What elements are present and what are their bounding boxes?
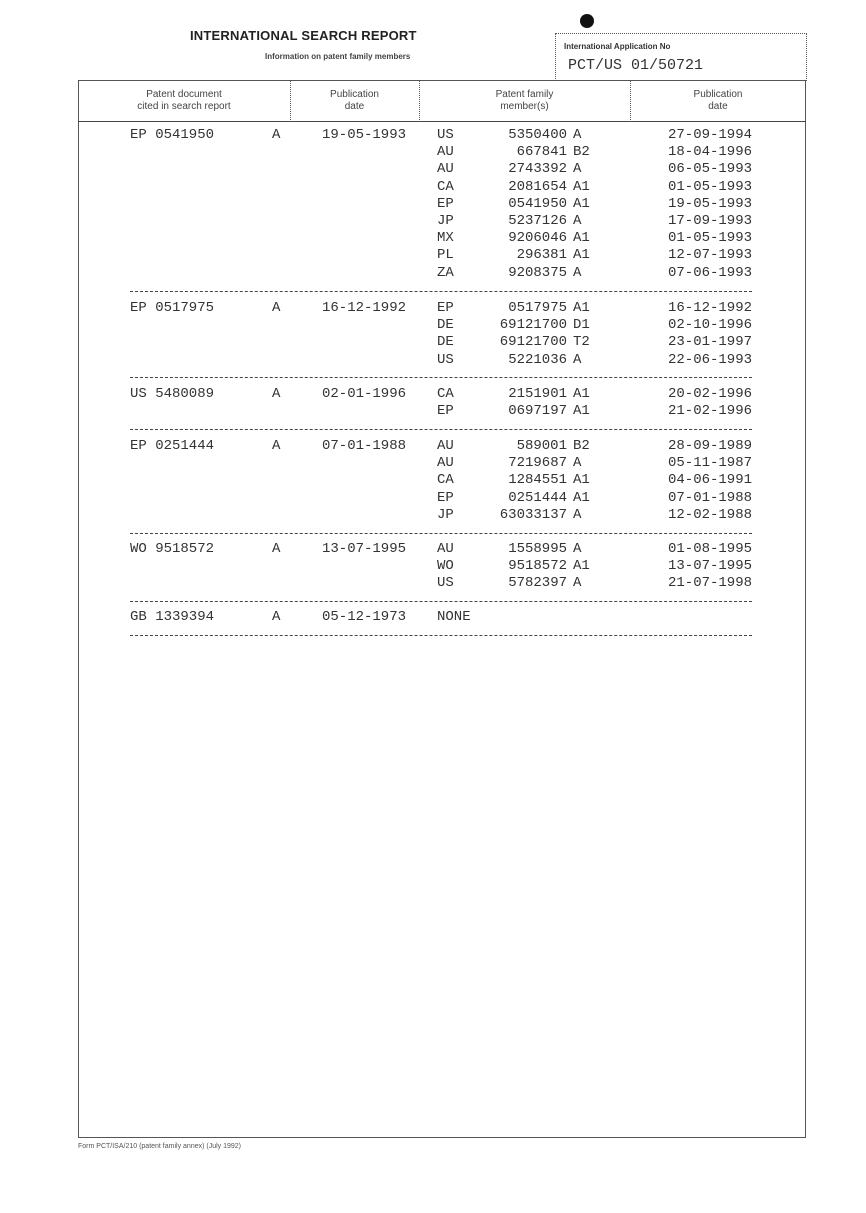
family-publication-date: 07-06-1993 bbox=[668, 265, 752, 282]
family-country: JP bbox=[437, 507, 454, 524]
family-country: EP bbox=[437, 300, 454, 317]
family-kind: A bbox=[573, 541, 581, 558]
family-kind: A1 bbox=[573, 403, 590, 420]
family-kind: B2 bbox=[573, 438, 590, 455]
family-publication-date: 13-07-1995 bbox=[668, 558, 752, 575]
family-kind: A1 bbox=[573, 300, 590, 317]
cited-publication-date: 07-01-1988 bbox=[322, 438, 406, 455]
patent-group bbox=[130, 300, 752, 369]
family-country: ZA bbox=[437, 265, 454, 282]
family-kind: A bbox=[573, 213, 581, 230]
family-publication-date: 05-11-1987 bbox=[668, 455, 752, 472]
family-publication-date: 01-08-1995 bbox=[668, 541, 752, 558]
family-number: 2151901 bbox=[508, 386, 567, 403]
family-country: CA bbox=[437, 386, 454, 403]
cited-document: WO 9518572 bbox=[130, 541, 214, 558]
family-number: 589001 bbox=[517, 438, 567, 455]
cited-kind: A bbox=[272, 386, 280, 403]
family-publication-date: 22-06-1993 bbox=[668, 352, 752, 369]
family-country: AU bbox=[437, 541, 454, 558]
col-header-line: Patent family bbox=[496, 89, 554, 100]
family-number: 1558995 bbox=[508, 541, 567, 558]
table-header bbox=[78, 80, 806, 122]
col-header-line: Publication bbox=[694, 89, 743, 100]
patent-group bbox=[130, 127, 752, 282]
family-country: US bbox=[437, 575, 454, 592]
col-header-publication-date bbox=[290, 80, 419, 122]
table-row bbox=[130, 161, 752, 178]
cited-kind: A bbox=[272, 127, 280, 144]
family-number: 9206046 bbox=[508, 230, 567, 247]
col-header-family-members bbox=[419, 80, 630, 122]
family-country: US bbox=[437, 352, 454, 369]
family-number: 296381 bbox=[517, 247, 567, 264]
family-kind: A bbox=[573, 127, 581, 144]
family-country: AU bbox=[437, 455, 454, 472]
application-label: International Application No bbox=[564, 42, 670, 51]
family-country: EP bbox=[437, 490, 454, 507]
family-publication-date: 21-07-1998 bbox=[668, 575, 752, 592]
family-publication-date: 27-09-1994 bbox=[668, 127, 752, 144]
table-row bbox=[130, 541, 752, 558]
family-number: 69121700 bbox=[500, 317, 567, 334]
table-row bbox=[130, 179, 752, 196]
cited-publication-date: 05-12-1973 bbox=[322, 609, 406, 626]
family-number: 2743392 bbox=[508, 161, 567, 178]
table-row bbox=[130, 265, 752, 282]
table-row bbox=[130, 558, 752, 575]
col-header-line: date bbox=[708, 101, 727, 112]
table-row bbox=[130, 127, 752, 144]
family-publication-date: 12-07-1993 bbox=[668, 247, 752, 264]
table-row bbox=[130, 386, 752, 403]
application-number: PCT/US 01/50721 bbox=[568, 57, 703, 74]
family-number: 0517975 bbox=[508, 300, 567, 317]
family-number: 2081654 bbox=[508, 179, 567, 196]
family-number: 5237126 bbox=[508, 213, 567, 230]
table-row bbox=[130, 352, 752, 369]
col-header-family-publication-date bbox=[630, 80, 806, 122]
report-title: INTERNATIONAL SEARCH REPORT bbox=[190, 28, 417, 43]
cited-publication-date: 16-12-1992 bbox=[322, 300, 406, 317]
patent-group bbox=[130, 386, 752, 420]
family-country: AU bbox=[437, 161, 454, 178]
patent-group bbox=[130, 609, 752, 626]
family-publication-date: 20-02-1996 bbox=[668, 386, 752, 403]
family-country: EP bbox=[437, 196, 454, 213]
group-divider bbox=[130, 429, 752, 430]
family-publication-date: 16-12-1992 bbox=[668, 300, 752, 317]
table-row bbox=[130, 213, 752, 230]
col-header-line: member(s) bbox=[500, 101, 548, 112]
group-divider bbox=[130, 533, 752, 534]
family-number: 69121700 bbox=[500, 334, 567, 351]
table-row bbox=[130, 334, 752, 351]
cited-document: GB 1339394 bbox=[130, 609, 214, 626]
family-publication-date: 28-09-1989 bbox=[668, 438, 752, 455]
family-country: CA bbox=[437, 472, 454, 489]
cited-publication-date: 19-05-1993 bbox=[322, 127, 406, 144]
table-row bbox=[130, 403, 752, 420]
family-country: WO bbox=[437, 558, 454, 575]
family-kind: B2 bbox=[573, 144, 590, 161]
cited-document: EP 0251444 bbox=[130, 438, 214, 455]
cited-document: EP 0517975 bbox=[130, 300, 214, 317]
cited-kind: A bbox=[272, 609, 280, 626]
table-row bbox=[130, 490, 752, 507]
family-publication-date: 01-05-1993 bbox=[668, 179, 752, 196]
family-number: 9518572 bbox=[508, 558, 567, 575]
family-publication-date: 04-06-1991 bbox=[668, 472, 752, 489]
family-number: 9208375 bbox=[508, 265, 567, 282]
application-number-box bbox=[555, 33, 807, 81]
form-footer: Form PCT/ISA/210 (patent family annex) (July 1992) bbox=[78, 1143, 241, 1150]
family-country: MX bbox=[437, 230, 454, 247]
family-number: 5782397 bbox=[508, 575, 567, 592]
family-kind: A1 bbox=[573, 472, 590, 489]
table-row bbox=[130, 455, 752, 472]
family-number: 7219687 bbox=[508, 455, 567, 472]
family-kind: A bbox=[573, 455, 581, 472]
family-kind: A1 bbox=[573, 196, 590, 213]
table-row bbox=[130, 196, 752, 213]
col-header-line: cited in search report bbox=[137, 101, 230, 112]
family-kind: D1 bbox=[573, 317, 590, 334]
col-header-patent-document bbox=[78, 80, 290, 122]
family-publication-date: 02-10-1996 bbox=[668, 317, 752, 334]
family-number: 0251444 bbox=[508, 490, 567, 507]
family-publication-date: 21-02-1996 bbox=[668, 403, 752, 420]
family-kind: A1 bbox=[573, 386, 590, 403]
group-divider bbox=[130, 635, 752, 636]
family-number: 5350400 bbox=[508, 127, 567, 144]
family-kind: A1 bbox=[573, 558, 590, 575]
group-divider bbox=[130, 377, 752, 378]
cited-publication-date: 13-07-1995 bbox=[322, 541, 406, 558]
family-kind: A bbox=[573, 265, 581, 282]
family-kind: A1 bbox=[573, 230, 590, 247]
table-row bbox=[130, 144, 752, 161]
col-header-line: Publication bbox=[330, 89, 379, 100]
table-row bbox=[130, 609, 752, 626]
family-publication-date: 12-02-1988 bbox=[668, 507, 752, 524]
column-divider bbox=[290, 80, 291, 122]
family-country: AU bbox=[437, 144, 454, 161]
family-country: EP bbox=[437, 403, 454, 420]
col-header-line: date bbox=[345, 101, 364, 112]
table-row bbox=[130, 317, 752, 334]
family-publication-date: 18-04-1996 bbox=[668, 144, 752, 161]
report-subtitle: Information on patent family members bbox=[265, 52, 410, 61]
group-divider bbox=[130, 291, 752, 292]
table-row bbox=[130, 575, 752, 592]
cited-kind: A bbox=[272, 300, 280, 317]
table-row bbox=[130, 230, 752, 247]
family-number: 1284551 bbox=[508, 472, 567, 489]
family-kind: T2 bbox=[573, 334, 590, 351]
family-country: DE bbox=[437, 317, 454, 334]
family-publication-date: 23-01-1997 bbox=[668, 334, 752, 351]
family-country: CA bbox=[437, 179, 454, 196]
family-kind: A bbox=[573, 507, 581, 524]
family-country: US bbox=[437, 127, 454, 144]
family-country: AU bbox=[437, 438, 454, 455]
family-kind: A1 bbox=[573, 179, 590, 196]
cited-document: EP 0541950 bbox=[130, 127, 214, 144]
family-kind: A bbox=[573, 575, 581, 592]
family-number: 63033137 bbox=[500, 507, 567, 524]
family-country: DE bbox=[437, 334, 454, 351]
family-publication-date: 19-05-1993 bbox=[668, 196, 752, 213]
column-divider bbox=[630, 80, 631, 122]
col-header-line: Patent document bbox=[146, 89, 222, 100]
family-kind: A bbox=[573, 161, 581, 178]
family-kind: A1 bbox=[573, 247, 590, 264]
group-divider bbox=[130, 601, 752, 602]
family-country: JP bbox=[437, 213, 454, 230]
family-number: 5221036 bbox=[508, 352, 567, 369]
family-country: NONE bbox=[437, 609, 471, 626]
patent-group bbox=[130, 438, 752, 524]
table-row bbox=[130, 300, 752, 317]
table-row bbox=[130, 472, 752, 489]
table-row bbox=[130, 247, 752, 264]
family-number: 0697197 bbox=[508, 403, 567, 420]
family-number: 667841 bbox=[517, 144, 567, 161]
family-number: 0541950 bbox=[508, 196, 567, 213]
family-country: PL bbox=[437, 247, 454, 264]
cited-kind: A bbox=[272, 541, 280, 558]
family-kind: A bbox=[573, 352, 581, 369]
family-publication-date: 17-09-1993 bbox=[668, 213, 752, 230]
cited-kind: A bbox=[272, 438, 280, 455]
table-row bbox=[130, 507, 752, 524]
family-publication-date: 06-05-1993 bbox=[668, 161, 752, 178]
family-publication-date: 01-05-1993 bbox=[668, 230, 752, 247]
punch-hole-mark bbox=[580, 14, 594, 28]
column-divider bbox=[419, 80, 420, 122]
patent-group bbox=[130, 541, 752, 593]
table-row bbox=[130, 438, 752, 455]
family-kind: A1 bbox=[573, 490, 590, 507]
family-publication-date: 07-01-1988 bbox=[668, 490, 752, 507]
cited-document: US 5480089 bbox=[130, 386, 214, 403]
cited-publication-date: 02-01-1996 bbox=[322, 386, 406, 403]
